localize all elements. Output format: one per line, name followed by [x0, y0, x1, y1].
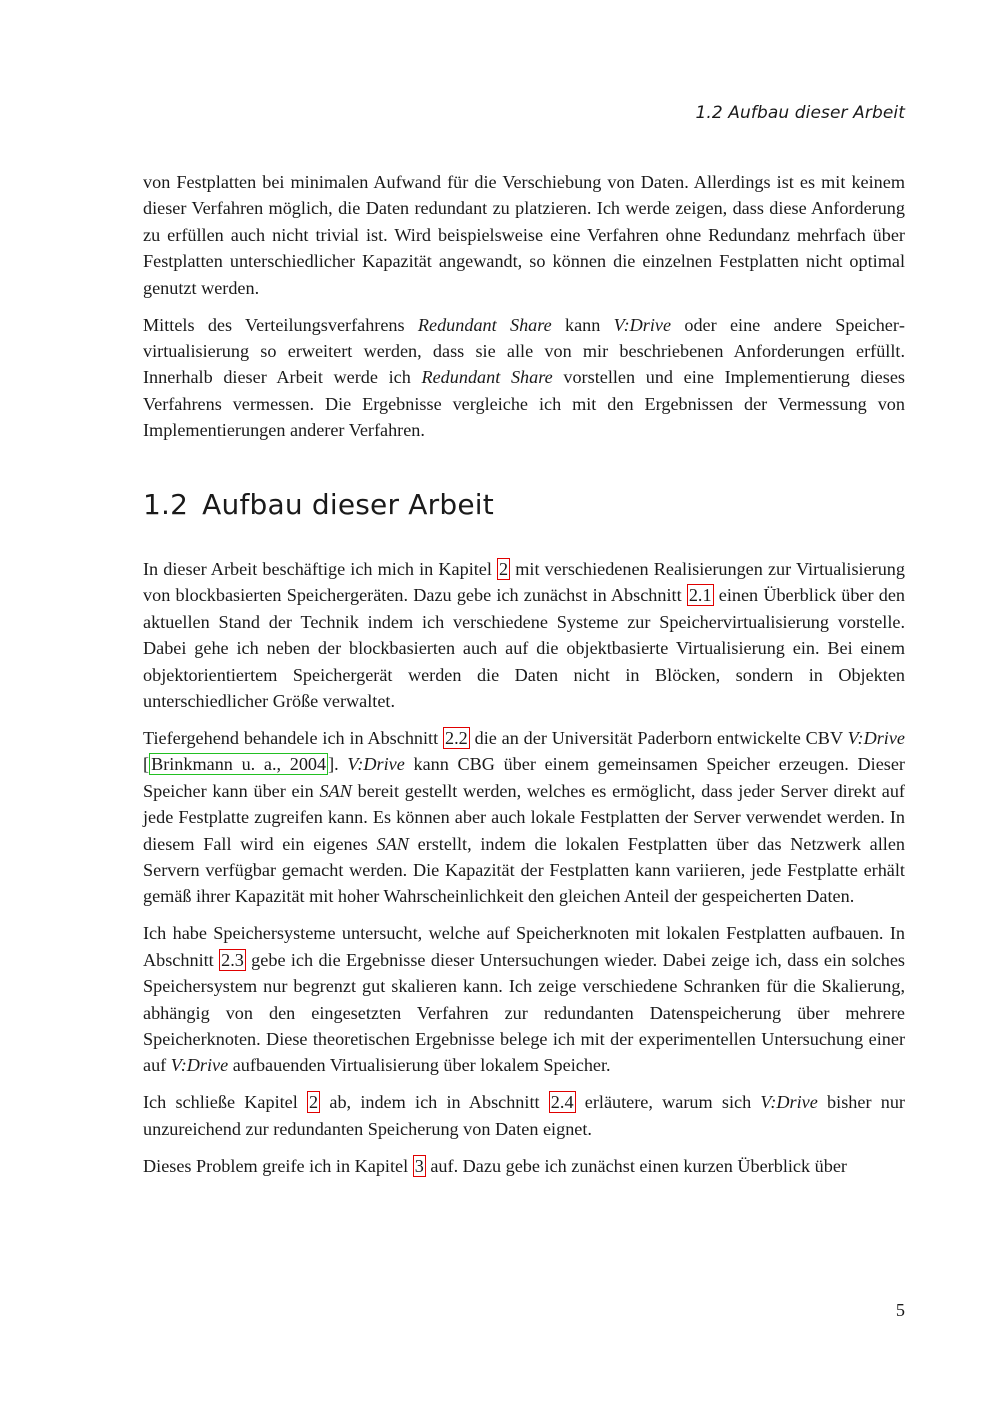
section-link[interactable]: 2.3: [221, 949, 244, 970]
citation-link[interactable]: Brinkmann u. a., 2004: [151, 754, 327, 775]
term: Redundant Share: [421, 367, 553, 388]
text: kann: [551, 314, 614, 335]
term: V:Drive: [347, 754, 405, 775]
text: auf. Dazu gebe ich zunächst einen kurzen Überblick über: [425, 1155, 847, 1176]
section-link[interactable]: 2.4: [550, 1092, 574, 1113]
term: V:Drive: [613, 314, 672, 335]
paragraph: [143, 312, 905, 444]
term: Redundant Share: [417, 314, 552, 335]
text: bereit gestellt werden, welches es ermöglicht, dass jeder Server direkt auf jede Festplatte zugreifen kann. Es können aber auch lokale Festplatten der Server verwendet werden. In diesem Fall wird ein eigenes: [143, 780, 905, 854]
text: ab, indem ich in Abschnitt: [320, 1092, 549, 1113]
page-number: 5: [895, 1300, 905, 1320]
term: V:Drive: [170, 1055, 229, 1076]
text: In dieser Arbeit beschäftige ich mich in Kapitel: [143, 559, 498, 579]
section-body: [143, 556, 905, 1189]
text: Tiefergehend behandele ich in Abschnitt: [143, 727, 444, 748]
text: vorstellen und eine Implementierung dieses Verfahrens vermessen. Die Ergebnisse vergleiche ich mit den Ergebnissen der Vermessung von Implementierungen anderer Verfahren.: [143, 367, 905, 441]
text: mit verschiedenen Realisierungen zur Virtualisierung von blockbasierten Speichergeräten. Dazu gebe ich zunächst in Abschnitt: [143, 559, 905, 606]
term: V:Drive: [760, 1092, 818, 1113]
chapter-link[interactable]: 3: [414, 1155, 424, 1176]
paragraph: [143, 1089, 905, 1142]
text: oder eine andere Speichervirtualisierung so erweitert werden, dass sie alle von mir beschriebenen Anforderungen erfüllt. Innerhalb dieser Arbeit werde ich: [143, 314, 905, 388]
text: aufbauenden Virtualisierung über lokalem Speicher.: [228, 1055, 611, 1076]
text: Ich habe Speichersysteme untersucht, welche auf Speicherknoten mit lokalen Festplatten aufbauen. In Abschnitt: [143, 923, 905, 970]
paragraph: [143, 920, 905, 1078]
text: Dieses Problem greife ich in Kapitel: [143, 1155, 413, 1176]
paragraph: [143, 725, 905, 910]
paragraph: von Festplatten bei minimalen Aufwand für die Verschiebung von Daten. Allerdings ist es mit keinem dieser Verfahren möglich, die Daten redundant zu platzieren. Ich werde zeigen, dass diese Anforderung zu erfüllen auch nicht trivial ist. Wird beispielsweise eine Verfahren ohne Redundanz mehrfach über Festplatten unterschiedlicher Kapazität angewandt, so können die einzelnen Festplatten nicht optimal genutzt werden.: [143, 172, 905, 298]
text: bisher nur unzureichend zur redundanten Speicherung von Daten eignet.: [143, 1092, 905, 1139]
text: [: [143, 754, 150, 775]
paragraph: [143, 556, 905, 714]
intro-text: [143, 169, 905, 454]
text: einen Überblick über den aktuellen Stand der Technik indem ich verschiedene Systeme zur Speichervirtualisierung vorstelle. Dabei gehe ich neben der blockbasierten auch auf die objektbasierte Virtualisierung ein. Bei einem objektorientiertem Speichergerät werden die Daten nicht in Blöcken, sondern in Objekten unterschiedlicher Größe verwaltet.: [143, 585, 906, 712]
term: V:Drive: [847, 727, 905, 748]
term: SAN: [376, 833, 409, 854]
text: kann CBG über einem gemeinsamen Speicher erzeugen. Dieser Speicher kann über ein: [143, 754, 905, 801]
text: die an der Universität Paderborn entwickelte CBV: [469, 727, 848, 748]
section-title: Aufbau dieser Arbeit: [202, 488, 494, 521]
text: gebe ich die Ergebnisse dieser Untersuchungen wieder. Dabei zeige ich, dass ein solches Speichersystem nur begrenzt gut skalieren kann. Ich zeige verschiedene Schranken für die Skalierung, abhängig von den eingesetzten Verfahren zur redundanten Datenspeicherung über mehrere Speicherknoten. Diese theoretischen Ergebnisse belege ich mit der experimentellen Untersuchung einer auf: [143, 949, 906, 1076]
chapter-link[interactable]: 2: [499, 559, 509, 579]
text: Mittels des Verteilungsverfahrens: [143, 314, 418, 335]
section-number: 1.2: [143, 488, 189, 521]
section-link[interactable]: 2.1: [688, 585, 712, 606]
running-header: 1.2 Aufbau dieser Arbeit: [695, 103, 905, 123]
term: SAN: [319, 780, 352, 801]
text: erstellt, indem die lokalen Festplatten über das Netzwerk allen Servern verfügbar gemacht werden. Die Kapazität der Festplatten kann variieren, jede Festplatte erhält gemäß ihrer Kapazität mit hoher Wahrscheinlichkeit den gleichen Anteil der gespeicherten Daten.: [143, 833, 906, 907]
chapter-link[interactable]: 2: [309, 1092, 319, 1113]
text: Ich schließe Kapitel: [143, 1092, 308, 1113]
section-link[interactable]: 2.2: [445, 727, 468, 748]
section-heading: [143, 488, 494, 521]
text: ].: [328, 754, 348, 775]
text: erläutere, warum sich: [575, 1092, 761, 1113]
paragraph: [143, 1153, 905, 1179]
